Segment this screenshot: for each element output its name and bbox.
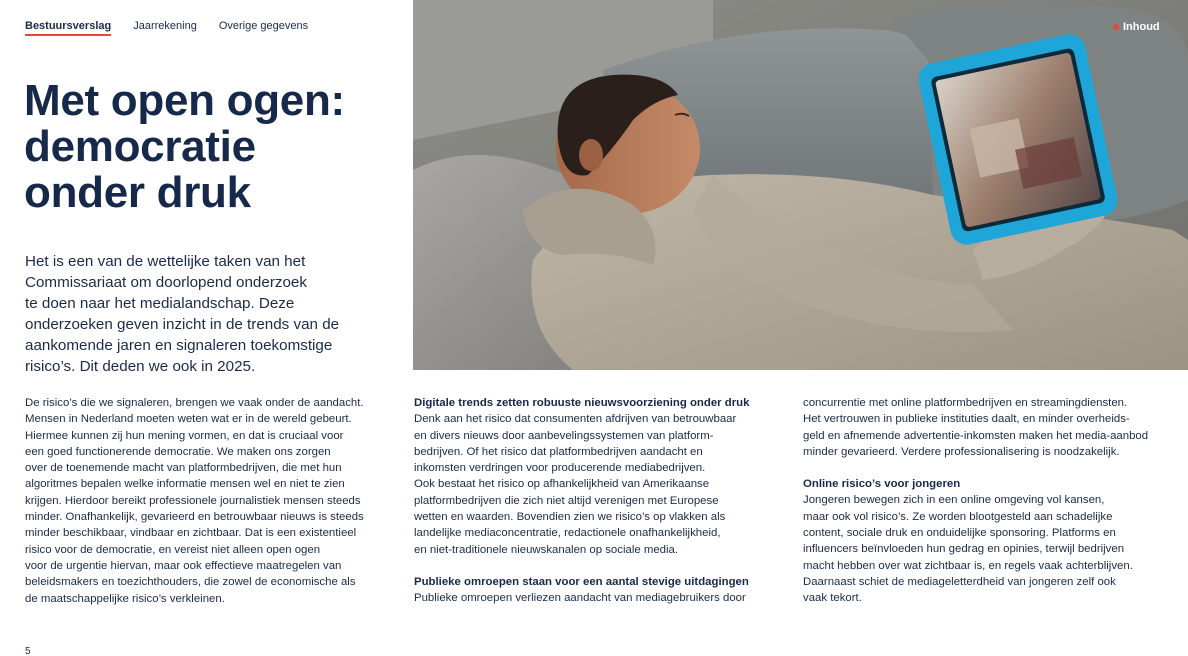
intro-line: aankomende jaren en signaleren toekomstige [25,337,333,354]
contents-link[interactable] [1113,21,1160,33]
column-3-line: Daarnaast schiet de mediageletterdheid van jongeren zelf ook [803,575,1116,588]
column-1-line: een goed functionerende democratie. We maken ons zorgen [25,445,331,458]
column-1-line: De risico’s die we signaleren, brengen we vaak onder de aandacht. [25,397,364,409]
column-1-line: voor de urgentie hiervan, maar ook effectieve maatregelen van [25,559,342,572]
top-nav [25,20,308,36]
body-column-1 [25,395,391,607]
page-title-line: democratie [24,122,256,171]
body-column-3 [803,395,1165,607]
paragraph-spacer [414,558,774,574]
column-1-line: minder. Onafhankelijk, gevarieerd en betrouwbaar nieuws is steeds [25,511,364,524]
intro-line: Commissariaat om doorlopend onderzoek [25,274,307,291]
column-3-line: geld en afnemende advertentie-inkomsten maken het media-aanbod [803,429,1149,442]
column-2-line: Publieke omroepen verliezen aandacht van mediagebruikers door [414,592,746,605]
column-1-line: de maatschappelijke risico’s verkleinen. [25,592,225,605]
bullet-dot-icon [1113,24,1119,30]
column-3-line: Het vertrouwen in publieke instituties daalt, en minder overheids- [803,413,1130,426]
body-column-2 [414,395,774,607]
column-2-line: wetten en waarden. Bovendien zien we risico’s op vlakken als [414,511,726,524]
intro-line: onderzoeken geven inzicht in de trends van de [25,316,340,333]
column-1-line: algoritmes bepalen welke informatie mensen wel en niet te zien [25,478,345,491]
column-3-line: macht hebben over wat zichtbaar is, en regels vaak achterblijven. [803,559,1133,572]
contents-link-label: Inhoud [1123,21,1160,33]
column-3-line: content, sociale druk en onduidelijke sponsoring. Platforms en [803,527,1116,540]
column-2-line: landelijke mediaconcentratie, redactionele onafhankelijkheid, [414,527,721,540]
page-title-line: Met open ogen: [24,76,345,125]
intro-paragraph [25,251,370,377]
intro-line: risico’s. Dit deden we ook in 2025. [25,358,256,375]
column-3-line: minder gevarieerd. Verdere professionalisering is noodzakelijk. [803,445,1120,458]
nav-link-overige-gegevens[interactable]: Overige gegevens [218,20,309,32]
column-1-line: minder beschikbaar, vindbaar en zichtbaar. Dat is een existentieel [25,527,357,540]
column-2-line: Denk aan het risico dat consumenten afdrijven van betrouwbaar [414,413,737,426]
column-1-line: krijgen. Hierdoor bereikt professionele journalistiek mensen steeds [25,494,361,507]
page-title [24,78,394,216]
nav-link-bestuursverslag[interactable]: Bestuursverslag [25,20,111,36]
column-2-line: bedrijven. Of het risico dat platformbedrijven aandacht en [414,445,703,458]
section-heading-publieke-omroepen: Publieke omroepen staan voor een aantal stevige uitdagingen [414,575,749,588]
column-3-line: maar ook vol risico’s. Ze worden blootgesteld aan schadelijke [803,510,1113,523]
page-number: 5 [25,646,31,656]
column-2-line: platformbedrijven die zich niet altijd verenigen met Europese [414,494,719,507]
column-1-line: risico voor de democratie, en vereist niet alleen open ogen [25,543,321,556]
intro-line: te doen naar het medialandschap. Deze [25,295,295,312]
column-2-line: inkomsten verdringen voor producerende mediabedrijven. [414,462,706,475]
column-3-line: Jongeren bewegen zich in een online omgeving vol kansen, [803,494,1105,507]
column-1-line: beleidsmakers en toezichthouders, die zowel de economische als [25,576,356,589]
column-2-line: en divers nieuws door aanbevelingssystemen van platform- [414,429,714,442]
page-title-line: onder druk [24,168,251,217]
hero-photo-illustration [413,0,1188,370]
intro-line: Het is een van de wettelijke taken van het [25,253,306,270]
column-2-line: en niet-traditionele nieuwskanalen op sociale media. [414,543,679,556]
section-heading-digitale-trends: Digitale trends zetten robuuste nieuwsvoorziening onder druk [414,397,750,409]
nav-link-jaarrekening[interactable]: Jaarrekening [133,20,197,32]
column-3-line: vaak tekort. [803,592,862,605]
column-3-line: influencers beïnvloeden hun gedrag en opinies, terwijl bedrijven [803,543,1125,556]
column-3-line: concurrentie met online platformbedrijven en streamingdiensten. [803,397,1128,409]
paragraph-spacer [803,460,1165,476]
section-heading-online-risicos: Online risico’s voor jongeren [803,478,961,491]
hero-photo [413,0,1188,370]
column-2-line: Ook bestaat het risico op afhankelijkheid van Amerikaanse [414,478,710,491]
column-1-line: Hiermee kunnen zij hun mening vormen, en dat is cruciaal voor [25,429,344,442]
column-1-line: over de toenemende macht van platformbedrijven, die met hun [25,462,342,475]
column-1-line: Mensen in Nederland moeten weten wat er in de wereld gebeurt. [25,413,352,426]
